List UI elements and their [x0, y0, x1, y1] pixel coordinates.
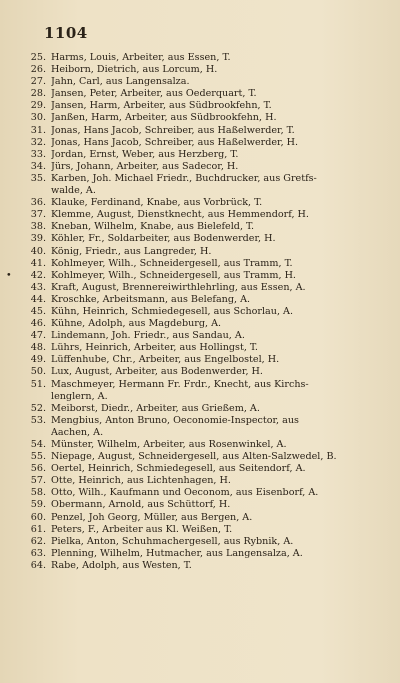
- entry-text: Heiborn, Dietrich, aus Lorcum, H.: [51, 64, 218, 76]
- entry-row: [20, 100, 392, 112]
- entry-text: Kroschke, Arbeitsmann, aus Belefang, A.: [51, 293, 251, 305]
- entry-number: 46.: [30, 318, 46, 330]
- entry-number: 26.: [30, 64, 46, 76]
- entry-number: 54.: [30, 439, 46, 450]
- entry-number: [20, 185, 51, 197]
- entry-text: Karben, Joh. Michael Friedr., Buchdrucker, aus Gretfs-: [51, 172, 317, 184]
- entry-text: Maschmeyer, Hermann Fr. Frdr., Knecht, aus Kirchs-: [51, 378, 309, 390]
- entry-number: 52.: [30, 402, 46, 414]
- entry-number: 40.: [30, 245, 46, 257]
- entry-number: 25.: [30, 52, 46, 63]
- entry-number: 44.: [30, 293, 46, 305]
- entry-number: 63.: [30, 547, 46, 559]
- entry-text: Lührs, Heinrich, Arbeiter, aus Hollingst, T.: [51, 342, 258, 354]
- entry-text: Jansen, Peter, Arbeiter, aus Oederquart, T.: [51, 88, 257, 100]
- entry-row: [20, 379, 392, 391]
- entry-number: 57.: [30, 475, 46, 487]
- entry-text: Obermann, Arnold, aus Schüttorf, H.: [51, 499, 231, 511]
- entry-text: Janßen, Harm, Arbeiter, aus Südbrookfehn, H.: [51, 112, 277, 124]
- entry-text: Mengbius, Anton Bruno, Oeconomie-Inspector, aus: [51, 414, 299, 426]
- entry-row: [20, 463, 392, 475]
- entry-text: Kühne, Adolph, aus Magdeburg, A.: [51, 318, 222, 330]
- entry-number: [20, 391, 51, 403]
- entry-text: Aachen, A.: [51, 426, 104, 438]
- entry-text: walde, A.: [51, 185, 96, 197]
- entry-number: [20, 427, 51, 439]
- entry-text: Klauke, Ferdinand, Knabe, aus Vorbrück, T.: [51, 197, 263, 209]
- entry-row: [20, 161, 392, 173]
- entry-text: Peters, F., Arbeiter aus Kl. Weißen, T.: [51, 523, 233, 535]
- entry-row: [20, 342, 392, 354]
- entry-number: 38.: [30, 221, 46, 233]
- entry-text: Plenning, Wilhelm, Hutmacher, aus Langensalza, A.: [51, 547, 303, 559]
- entry-text: Lüffenhube, Chr., Arbeiter, aus Engelbostel, H.: [51, 354, 280, 366]
- entry-text: Jordan, Ernst, Weber, aus Herzberg, T.: [51, 148, 239, 160]
- entry-text: Niepage, August, Schneidergesell, aus Alten-Salzwedel, B.: [51, 451, 337, 463]
- entry-row: [20, 221, 392, 233]
- entry-text: Oertel, Heinrich, Schmiedegesell, aus Seitendorf, A.: [51, 463, 306, 475]
- entry-number: 60.: [30, 511, 46, 523]
- entry-text: Münster, Wilhelm, Arbeiter, aus Rosenwinkel, A.: [51, 439, 287, 450]
- entry-text: lenglern, A.: [51, 390, 108, 402]
- entry-row: [20, 149, 392, 161]
- entry-text: Lindemann, Joh. Friedr., aus Sandau, A.: [51, 330, 245, 342]
- entry-row: [20, 64, 392, 76]
- entry-text: Otte, Heinrich, aus Lichtenhagen, H.: [51, 475, 231, 487]
- entry-number: 58.: [30, 487, 46, 499]
- entry-text: König, Friedr., aus Langreder, H.: [51, 245, 212, 257]
- entry-continuation: [20, 427, 392, 439]
- entry-number: 51.: [30, 378, 46, 390]
- entry-number: 45.: [30, 305, 46, 317]
- entry-row: [20, 137, 392, 149]
- entry-text: Jürs, Johann, Arbeiter, aus Sadecor, H.: [51, 160, 239, 172]
- entry-number: 28.: [30, 88, 46, 100]
- entry-number: 47.: [30, 330, 46, 342]
- entry-row: [20, 451, 392, 463]
- margin-dot-mark: •: [6, 269, 12, 281]
- entry-row: [20, 354, 392, 366]
- entry-text: Jahn, Carl, aus Langensalza.: [51, 76, 190, 88]
- entry-row: [20, 294, 392, 306]
- entry-row: [20, 439, 392, 451]
- entry-number: 35.: [30, 172, 46, 184]
- entry-text: Lux, August, Arbeiter, aus Bodenwerder, H.: [51, 366, 263, 378]
- entry-number: 56.: [30, 463, 46, 475]
- entry-row: [20, 475, 392, 487]
- entry-row: [6, 269, 392, 282]
- entry-row: [20, 415, 392, 427]
- entry-text: Harms, Louis, Arbeiter, aus Essen, T.: [51, 52, 231, 63]
- entry-row: [20, 88, 392, 100]
- entry-row: [20, 548, 392, 560]
- entry-row: [20, 318, 392, 330]
- entry-number: 32.: [30, 136, 46, 148]
- entry-list: [6, 52, 392, 572]
- entry-text: Jonas, Hans Jacob, Schreiber, aus Haßelwerder, H.: [51, 136, 299, 148]
- entry-number: 34.: [30, 160, 46, 172]
- entry-number: 30.: [30, 112, 46, 124]
- entry-text: Klemme, August, Dienstknecht, aus Hemmendorf, H.: [51, 209, 309, 221]
- entry-number: 62.: [30, 535, 46, 547]
- entry-row: [20, 487, 392, 499]
- entry-row: [20, 512, 392, 524]
- entry-number: 55.: [30, 451, 46, 463]
- entry-text: Jansen, Harm, Arbeiter, aus Südbrookfehn, T.: [51, 100, 272, 112]
- entry-row: [20, 282, 392, 294]
- entry-row: [20, 246, 392, 258]
- entry-row: [20, 112, 392, 124]
- entry-number: 64.: [30, 559, 46, 571]
- entry-row: [20, 306, 392, 318]
- entry-number: 33.: [30, 148, 46, 160]
- entry-number: 49.: [30, 354, 46, 366]
- entry-number: 61.: [30, 523, 46, 535]
- entry-text: Köhler, Fr., Soldarbeiter, aus Bodenwerder, H.: [51, 233, 276, 245]
- entry-number: 53.: [30, 414, 46, 426]
- entry-number: 59.: [30, 499, 46, 511]
- entry-row: [20, 125, 392, 137]
- page-number: 1104: [44, 24, 88, 42]
- entry-row: [20, 330, 392, 342]
- entry-number: 39.: [30, 233, 46, 245]
- entry-number: 50.: [30, 366, 46, 378]
- entry-row: [20, 197, 392, 209]
- entry-row: [20, 173, 392, 185]
- entry-row: [20, 366, 392, 378]
- entry-text: Kneban, Wilhelm, Knabe, aus Bielefeld, T.: [51, 221, 255, 233]
- entry-row: [20, 536, 392, 548]
- entry-text: Kohlmeyer, Wilh., Schneidergesell, aus Tramm, H.: [51, 269, 296, 281]
- entry-number: 43.: [30, 281, 46, 293]
- entry-row: [20, 560, 392, 572]
- entry-row: [20, 403, 392, 415]
- entry-row: [20, 233, 392, 245]
- entry-number: 42. •: [6, 269, 46, 281]
- entry-text: Rabe, Adolph, aus Westen, T.: [51, 559, 192, 571]
- entry-number: 37.: [30, 209, 46, 221]
- entry-text: Meiborst, Diedr., Arbeiter, aus Grießem, A.: [51, 402, 260, 414]
- entry-row: [20, 258, 392, 270]
- entry-text: Jonas, Hans Jacob, Schreiber, aus Haßelwerder, T.: [51, 124, 295, 136]
- entry-continuation: [20, 185, 392, 197]
- entry-continuation: [20, 391, 392, 403]
- entry-number: 36.: [30, 197, 46, 209]
- entry-text: Penzel, Joh Georg, Müller, aus Bergen, A.: [51, 511, 253, 523]
- entry-row: [20, 76, 392, 88]
- entry-text: Otto, Wilh., Kaufmann und Oeconom, aus Eisenborf, A.: [51, 487, 319, 499]
- entry-number: 41.: [30, 257, 46, 269]
- entry-row: [20, 524, 392, 536]
- entry-number: 48.: [30, 342, 46, 354]
- entry-row: [20, 499, 392, 511]
- entry-text: Kohlmeyer, Wilh., Schneidergesell, aus Tramm, T.: [51, 257, 293, 269]
- entry-number: 31.: [30, 124, 46, 136]
- entry-row: [20, 52, 392, 64]
- entry-text: Kraft, August, Brennereiwirthlehrling, aus Essen, A.: [51, 281, 306, 293]
- entry-text: Pielka, Anton, Schuhmachergesell, aus Rybnik, A.: [51, 535, 294, 547]
- entry-number: 29.: [30, 100, 46, 112]
- entry-number: 27.: [30, 76, 46, 88]
- entry-text: Kühn, Heinrich, Schmiedegesell, aus Schorlau, A.: [51, 305, 294, 317]
- entry-row: [20, 209, 392, 221]
